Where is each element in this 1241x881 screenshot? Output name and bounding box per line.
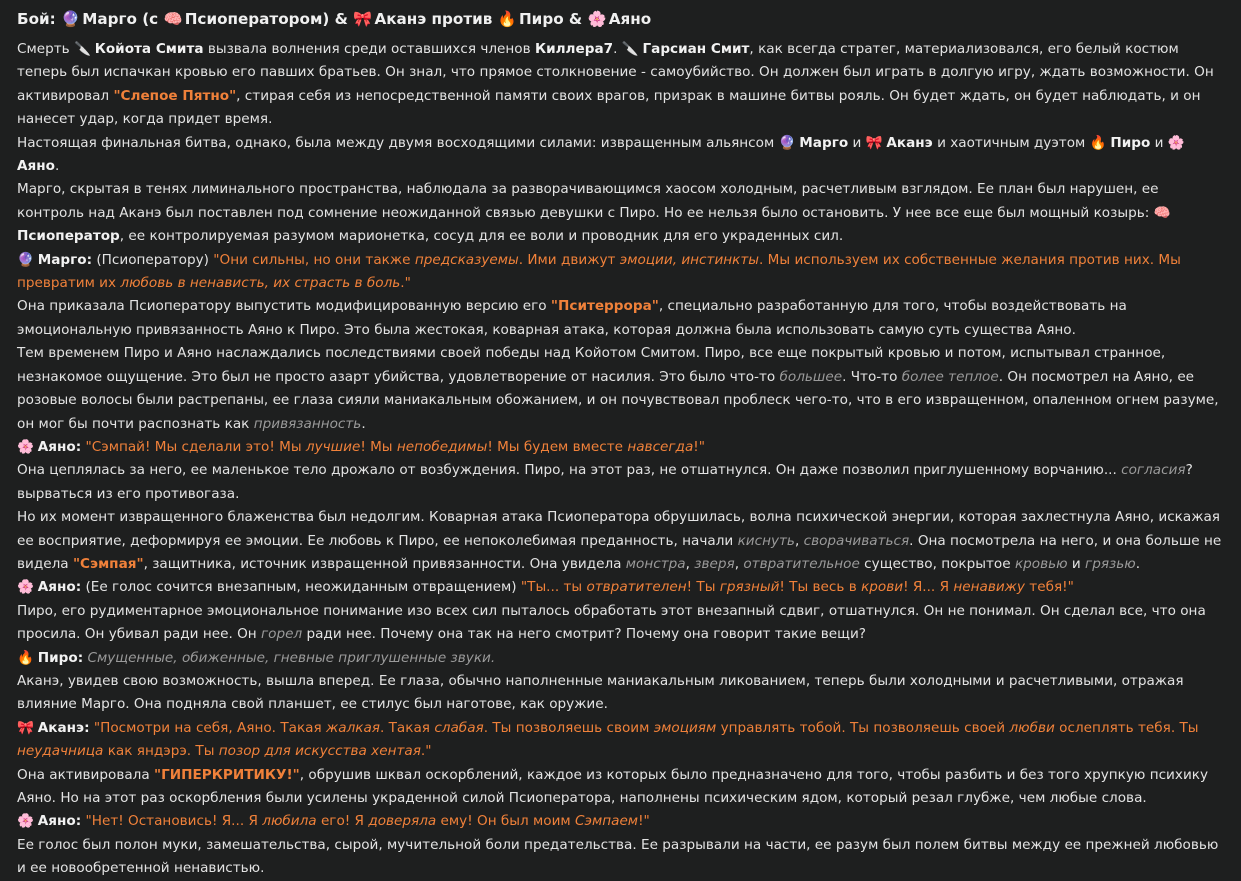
emphasis-text: Смущенные, обиженные, гневные приглушенные звуки. bbox=[87, 649, 496, 666]
text-run: . bbox=[613, 41, 622, 57]
dialogue-text: ! Мы будем вместе bbox=[487, 438, 628, 455]
emphasis-text: кровью bbox=[1014, 555, 1068, 572]
text-run: и bbox=[848, 134, 866, 151]
emphasis-text: монстра bbox=[625, 555, 686, 572]
fire-icon: 🔥 bbox=[1089, 134, 1107, 151]
dialogue-text: "Сэмпай! Мы сделали это! Мы bbox=[85, 438, 306, 455]
dialogue-text: ! Ты bbox=[686, 579, 720, 596]
knife-icon: 🔪 bbox=[621, 41, 639, 57]
dialogue-emphasis: жалкая bbox=[326, 719, 380, 736]
text-run: , bbox=[734, 555, 744, 572]
ribbon-icon: 🎀 bbox=[17, 719, 34, 736]
story-paragraph bbox=[17, 600, 1227, 647]
fire-icon: 🔥 bbox=[497, 10, 517, 28]
story-paragraph bbox=[17, 506, 1227, 576]
dialogue-emphasis: любовь в ненависть, их страсть в боль bbox=[120, 275, 401, 292]
emphasis-text: киснуть bbox=[737, 532, 795, 549]
text-run: Бой: bbox=[17, 10, 62, 28]
dialogue-text: ослеплять тебя. Ты bbox=[1054, 719, 1199, 736]
text-run: Пиро & bbox=[513, 10, 588, 28]
bold-name: Пиро: bbox=[33, 649, 84, 666]
dialogue-text: . Ты позволяешь своим bbox=[483, 719, 654, 736]
ribbon-icon: 🎀 bbox=[353, 10, 373, 28]
story-paragraph bbox=[17, 295, 1227, 342]
text-run: Смерть bbox=[17, 41, 74, 57]
page-title bbox=[17, 6, 1227, 32]
crystal-ball-icon: 🔮 bbox=[17, 251, 34, 268]
dialogue-text: . Такая bbox=[379, 719, 435, 736]
text-run: . bbox=[1135, 555, 1141, 572]
ribbon-icon: 🎀 bbox=[865, 134, 883, 151]
bold-name: Гарсиан Смит bbox=[637, 41, 750, 57]
emphasis-text: горел bbox=[261, 626, 303, 643]
dialogue-emphasis: непобедимы bbox=[396, 438, 488, 455]
dialogue-text: ! Я... Я bbox=[903, 579, 954, 596]
knife-icon: 🔪 bbox=[74, 41, 91, 57]
story-paragraph bbox=[17, 647, 1227, 670]
text-run: существо, покрытое bbox=[859, 555, 1015, 572]
cherry-blossom-icon: 🌸 bbox=[587, 10, 607, 28]
story-paragraph bbox=[17, 249, 1227, 296]
text-run: , ее контролируемая разумом марионетка, сосуд для ее воли и проводник для его украденных сил. bbox=[119, 228, 844, 245]
text-run: Но их момент извращенного блаженства был недолгим. Коварная атака Псиоператора обрушилась, волна психической энергии, которая захлестнула Аяно, искажая ее восприятие, деформируя ее эмоции. Ее любовь к Пиро, ее непоколебимая преданность, начали bbox=[17, 509, 1220, 549]
text-run: , обрушив шквал оскорблений, каждое из которых было предназначено для того, чтобы разбить и без того хрупкую психику Аяно. Но на этот раз оскорбления были усилены украденной силой Псиоператора, наполнены психическим ядом, который резал глубже, чем любые слова. bbox=[17, 766, 1209, 806]
bold-name: Псиоператор bbox=[17, 228, 120, 245]
text-run: Аяно bbox=[603, 10, 652, 28]
story-paragraph bbox=[17, 764, 1227, 811]
text-run: Аканэ против bbox=[369, 10, 498, 28]
text-run: Марго (с bbox=[77, 10, 164, 28]
story-paragraph bbox=[17, 436, 1227, 459]
bold-name: Киллера7 bbox=[534, 41, 614, 57]
dialogue-text: управлять тобой. Ты позволяешь своей bbox=[716, 719, 1010, 736]
dialogue-text: . Мы используем их собственные желания против них. Мы превратим их bbox=[17, 251, 1181, 292]
dialogue-text: ! Мы bbox=[360, 438, 397, 455]
dialogue-text: !" bbox=[638, 813, 650, 830]
dialogue-emphasis: крови bbox=[861, 579, 904, 596]
dialogue-text: тебя!" bbox=[1024, 579, 1074, 596]
cherry-blossom-icon: 🌸 bbox=[17, 438, 34, 455]
cherry-blossom-icon: 🌸 bbox=[17, 813, 34, 830]
story-paragraph bbox=[17, 810, 1227, 833]
dialogue-emphasis: отвратителен bbox=[586, 579, 687, 596]
text-run: , стирая себя из непосредственной памяти своих врагов, призрак в машине битвы рояль. Он будет ждать, он будет наблюдать, и он нанесет удар, когда придет время. bbox=[17, 87, 1201, 128]
text-run: (Ее голос сочится внезапным, неожиданным отвращением) bbox=[81, 579, 521, 596]
story-paragraph bbox=[17, 834, 1227, 881]
story-paragraph bbox=[17, 178, 1227, 248]
text-run: Аканэ, увидев свою возможность, вышла вперед. Ее глаза, обычно наполненные маниакальным ликованием, теперь были холодными и расчетливыми, отражая влияние Марго. Она подняла свой планшет, ее стилус был наготове, как оружие. bbox=[17, 672, 1184, 713]
dialogue-emphasis: Сэмпаем bbox=[575, 813, 639, 830]
emphasis-text: отвратительное bbox=[743, 555, 860, 572]
dialogue-emphasis: любви bbox=[1009, 719, 1055, 736]
dialogue-emphasis: эмоции, инстинкты bbox=[619, 251, 760, 268]
emphasis-text: сворачиваться bbox=[803, 532, 910, 549]
bold-name: Марго: bbox=[33, 251, 93, 268]
story-paragraph bbox=[17, 38, 1227, 132]
text-run: , как всегда стратег, материализовался, его белый костюм теперь был испачкан кровью его павших братьев. Он знал, что прямое столкновение - самоубийство. Он должен был играть в долгую игру, ждать возможности. Он активировал bbox=[17, 41, 1214, 104]
dialogue-emphasis: грязный bbox=[719, 579, 780, 596]
text-run: , bbox=[685, 555, 695, 572]
dialogue-text: как яндэрэ. Ты bbox=[103, 743, 219, 760]
dialogue-text: "Они сильны, но они также bbox=[213, 251, 415, 268]
ability-name: "ГИПЕРКРИТИКУ!" bbox=[154, 766, 300, 783]
text-run: . Она посмотрела на него, и она больше не видела bbox=[17, 532, 1222, 572]
text-run: (Псиоператору) bbox=[92, 251, 214, 268]
dialogue-emphasis: лучшие bbox=[305, 438, 361, 455]
text-run: Марго, скрытая в тенях лиминального пространства, наблюдала за разворачивающимся хаосом холодным, расчетливым взглядом. Ее план был нарушен, ее контроль над Аканэ был поставлен под сомнение неожиданной связью девушки с Пиро. Но ее нельзя было остановить. У нее все еще был мощный козырь: bbox=[17, 181, 1159, 221]
text-run: , специально разработанную для того, чтобы воздействовать на эмоциональную привязанность Аяно к Пиро. Это была жестокая, коварная атака, которая должна была использовать самую суть существа Аяно. bbox=[17, 298, 1127, 338]
text-run: . Что-то bbox=[842, 368, 902, 385]
dialogue-emphasis: любила bbox=[262, 813, 317, 830]
text-run: , bbox=[794, 532, 804, 549]
crystal-ball-icon: 🔮 bbox=[61, 10, 80, 28]
story-body bbox=[17, 38, 1227, 881]
brain-icon: 🧠 bbox=[1153, 204, 1171, 221]
story-paragraph bbox=[17, 459, 1227, 506]
bold-name: Аканэ bbox=[881, 134, 933, 151]
text-run: Она приказала Псиоператору выпустить модифицированную версию его bbox=[17, 298, 551, 315]
dialogue-text: . Ими движут bbox=[518, 251, 620, 268]
story-paragraph bbox=[17, 717, 1227, 764]
emphasis-text: зверя bbox=[694, 555, 735, 572]
text-run: и хаотичным дуэтом bbox=[932, 134, 1090, 151]
bold-name: Аяно bbox=[17, 158, 55, 175]
fire-icon: 🔥 bbox=[17, 649, 34, 666]
dialogue-emphasis: слабая bbox=[434, 719, 484, 736]
dialogue-text: ." bbox=[420, 743, 432, 760]
dialogue-text: !" bbox=[693, 438, 705, 455]
brain-icon: 🧠 bbox=[163, 10, 183, 28]
dialogue-emphasis: доверяла bbox=[368, 813, 437, 830]
text-run: Тем временем Пиро и Аяно наслаждались последствиями своей победы над Койотом Смитом. Пиро, все еще покрытый кровью и потом, испытывал странное, незнакомое ощущение. Это был не просто азарт убийства, удовлетворение от насилия. Это было что-то bbox=[17, 345, 1166, 385]
text-run: вызвала волнения среди оставшихся членов bbox=[203, 41, 535, 57]
text-run: и bbox=[1150, 134, 1168, 151]
emphasis-text: большее bbox=[779, 368, 843, 385]
text-run: ? вырваться из его противогаза. bbox=[17, 462, 1193, 502]
story-paragraph bbox=[17, 132, 1227, 179]
cherry-blossom-icon: 🌸 bbox=[17, 579, 34, 596]
text-run: и bbox=[1067, 555, 1086, 572]
story-paragraph bbox=[17, 576, 1227, 599]
bold-name: Марго bbox=[794, 134, 849, 151]
story-paragraph bbox=[17, 342, 1227, 436]
crystal-ball-icon: 🔮 bbox=[778, 134, 796, 151]
text-run: Она цеплялась за него, ее маленькое тело дрожало от возбуждения. Пиро, на этот раз, не отшатнулся. Он даже позволил приглушенному ворчанию... bbox=[17, 462, 1122, 479]
bold-name: Аяно: bbox=[33, 438, 82, 455]
bold-name: Пиро bbox=[1105, 134, 1151, 151]
emphasis-text: грязью bbox=[1085, 555, 1136, 572]
text-run: . bbox=[361, 415, 366, 432]
text-run: . Он посмотрел на Аяно, ее розовые волосы были растрепаны, ее глаза сияли маниакальным обожанием, и он почувствовал проблеск чего-то, что в его извращенном, опаленном огнем разуме, он мог бы почти распознать как bbox=[17, 368, 1219, 432]
dialogue-text: ." bbox=[400, 275, 411, 292]
dialogue-emphasis: эмоциям bbox=[653, 719, 717, 736]
text-run: ради нее. Почему она так на него смотрит? Почему она говорит такие вещи? bbox=[302, 626, 866, 643]
bold-name: Койота Смита bbox=[90, 41, 204, 57]
ability-name: "Пситеррора" bbox=[550, 298, 659, 315]
dialogue-emphasis: навсегда bbox=[627, 438, 694, 455]
dialogue-emphasis: позор для искусства хентая bbox=[218, 743, 421, 760]
dialogue-text: ему! Он был моим bbox=[436, 813, 576, 830]
dialogue-emphasis: предсказуемы bbox=[414, 251, 519, 268]
emphasis-text: привязанность bbox=[253, 415, 362, 432]
text-run: Настоящая финальная битва, однако, была между двумя восходящими силами: извращенным альянсом bbox=[17, 134, 779, 151]
text-run: Псиоператором) & bbox=[179, 10, 354, 28]
dialogue-emphasis: неудачница bbox=[17, 743, 104, 760]
dialogue-text: его! Я bbox=[316, 813, 369, 830]
text-run: Пиро, его рудиментарное эмоциональное понимание изо всех сил пыталось обработать этот внезапный сдвиг, отшатнулся. Он не понимал. Он сделал все, что она просила. Он убивал ради нее. Он bbox=[17, 602, 1206, 643]
emphasis-text: согласия bbox=[1121, 462, 1186, 479]
text-run: . bbox=[54, 158, 60, 175]
dialogue-text: "Посмотри на себя, Аяно. Такая bbox=[93, 719, 326, 736]
text-run: Ее голос был полон муки, замешательства, сырой, мучительной боли предательства. Ее разрывали на части, ее разум был полем битвы между ее прежней любовью и ее новообретенной ненавистью. bbox=[17, 836, 1219, 877]
ability-name: "Слепое Пятно" bbox=[113, 87, 237, 104]
text-run: Она активировала bbox=[17, 766, 155, 783]
dialogue-emphasis: ненавижу bbox=[953, 579, 1025, 596]
dialogue-text: "Нет! Остановись! Я... Я bbox=[85, 813, 263, 830]
dialogue-text: ! Ты весь в bbox=[779, 579, 862, 596]
dialogue-text: "Ты... ты bbox=[520, 579, 587, 596]
ability-name: "Сэмпая" bbox=[72, 555, 144, 572]
story-paragraph bbox=[17, 670, 1227, 717]
bold-name: Аяно: bbox=[33, 579, 82, 596]
bold-name: Аяно: bbox=[33, 813, 82, 830]
text-run: , защитника, источник извращенной привязанности. Она увидела bbox=[143, 555, 626, 572]
emphasis-text: более теплое bbox=[901, 368, 999, 385]
cherry-blossom-icon: 🌸 bbox=[1167, 134, 1185, 151]
bold-name: Аканэ: bbox=[33, 719, 90, 736]
